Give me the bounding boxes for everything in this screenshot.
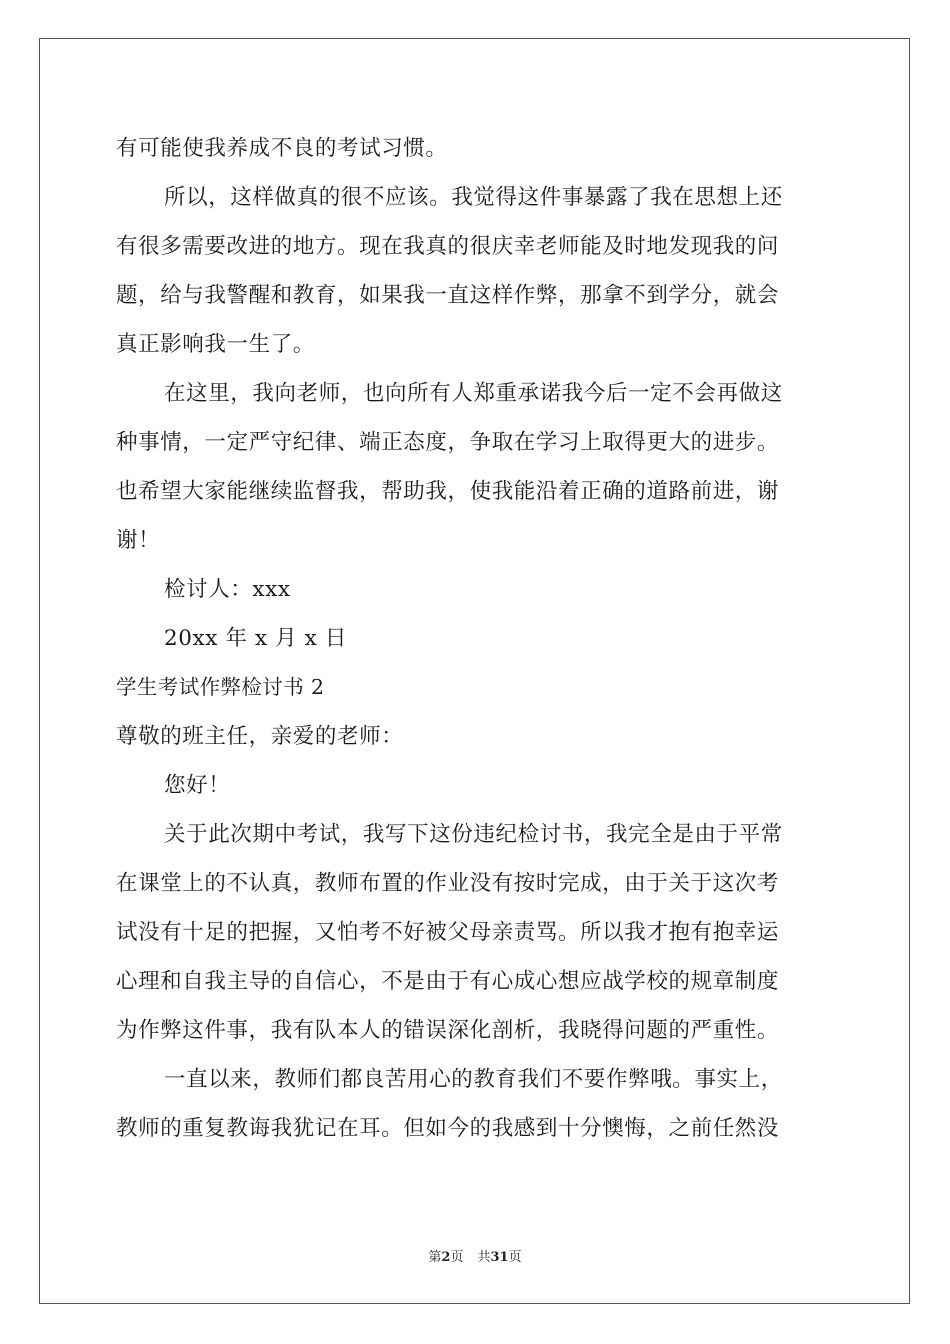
- page-footer: [0, 1246, 950, 1265]
- text-line: 题，给与我警醒和教育，如果我一直这样作弊，那拿不到学分，就会: [116, 283, 780, 308]
- text-line: 种事情，一定严守纪律、端正态度，争取在学习上取得更大的进步。: [116, 430, 780, 455]
- text-line: 在这里，我向老师，也向所有人郑重承诺我今后一定不会再做这: [164, 381, 783, 406]
- date-line: 20xx 年 x 月 x 日: [164, 626, 347, 651]
- section-title: 学生考试作弊检讨书 2: [116, 675, 325, 699]
- text-line: 在课堂上的不认真，教师布置的作业没有按时完成，由于关于这次考: [116, 871, 780, 896]
- text-line: 有很多需要改进的地方。现在我真的很庆幸老师能及时地发现我的问: [116, 234, 780, 259]
- text-line: 试没有十足的把握，又怕考不好被父母亲责骂。所以我才抱有抱幸运: [116, 920, 780, 945]
- text-line: 谢！: [116, 528, 161, 553]
- text-line: 教师的重复教诲我犹记在耳。但如今的我感到十分懊悔，之前任然没: [116, 1116, 780, 1141]
- salutation: 尊敬的班主任，亲爱的老师：: [116, 724, 404, 749]
- text-line: 真正影响我一生了。: [116, 332, 315, 357]
- text-line: 有可能使我养成不良的考试习惯。: [116, 136, 448, 161]
- signature-line: 检讨人：xxx: [164, 577, 291, 602]
- page-prefix: 第: [428, 1250, 442, 1265]
- text-line: 关于此次期中考试，我写下这份违纪检讨书，我完全是由于平常: [164, 822, 783, 847]
- text-line: 一直以来，教师们都良苦用心的教育我们不要作弊哦。事实上，: [164, 1067, 783, 1092]
- text-line: 所以，这样做真的很不应该。我觉得这件事暴露了我在思想上还: [164, 185, 783, 210]
- total-prefix: 共: [477, 1250, 491, 1265]
- document-body: [116, 124, 836, 1153]
- greeting: 您好！: [164, 773, 231, 798]
- total-suffix: 页: [508, 1250, 522, 1265]
- text-line: 心理和自我主导的自信心，不是由于有心成心想应战学校的规章制度: [116, 969, 780, 994]
- text-line: 为作弊这件事，我有队本人的错误深化剖析，我晓得问题的严重性。: [116, 1018, 780, 1043]
- total-pages: 31: [490, 1250, 509, 1265]
- page-suffix: 页: [450, 1250, 464, 1265]
- page-number: 2: [441, 1250, 451, 1265]
- text-line: 也希望大家能继续监督我，帮助我，使我能沿着正确的道路前进，谢: [116, 479, 780, 504]
